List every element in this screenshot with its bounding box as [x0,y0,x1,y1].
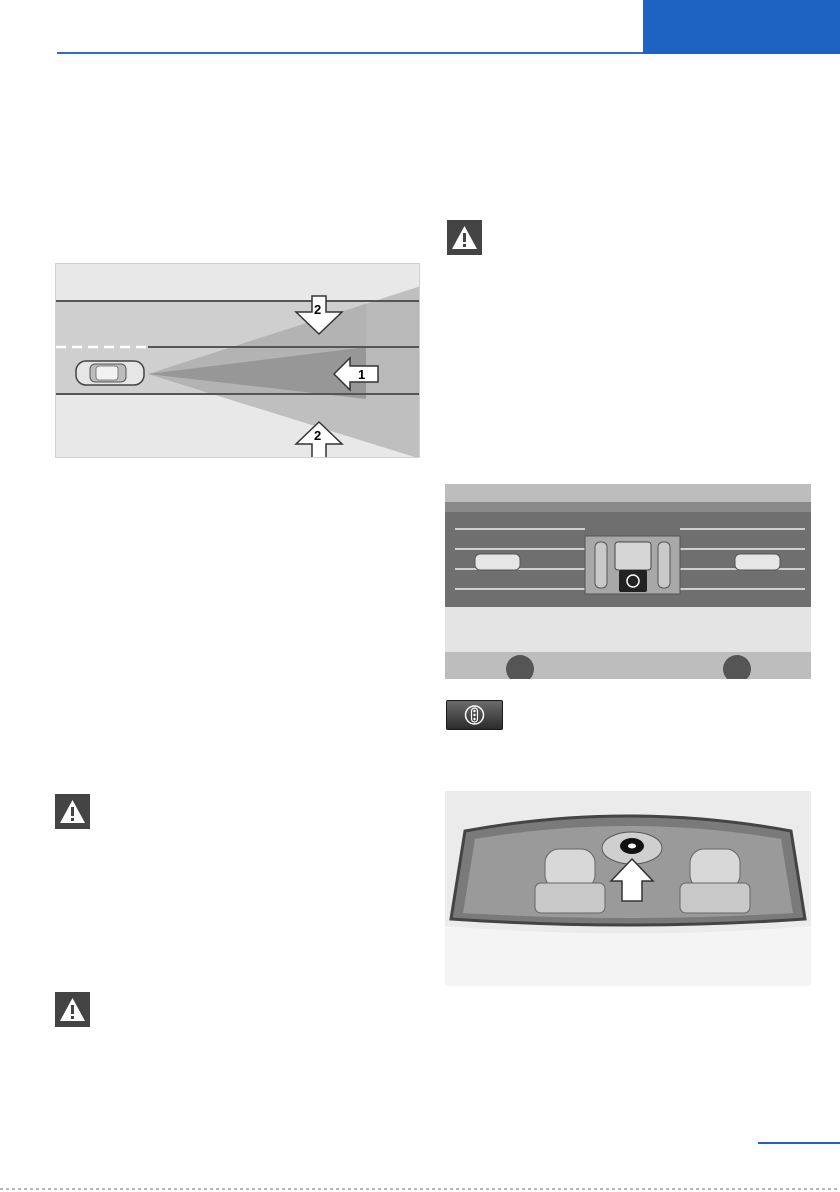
dashboard-vents-photo [445,484,811,679]
label-2-bottom: 2 [314,428,322,443]
warning-triangle-icon [55,794,90,829]
warning-triangle-icon [55,992,90,1027]
car-icon [76,361,144,385]
label-1: 1 [358,367,366,382]
footer-rule [758,1142,840,1144]
page-bottom-edge [0,1188,840,1190]
lane-camera-button-icon [446,700,503,730]
label-2-top: 2 [314,302,322,317]
warning-triangle-icon [447,220,482,255]
windshield-camera-photo [445,791,811,986]
lane-detection-diagram [55,263,420,458]
chapter-tab [643,0,840,54]
